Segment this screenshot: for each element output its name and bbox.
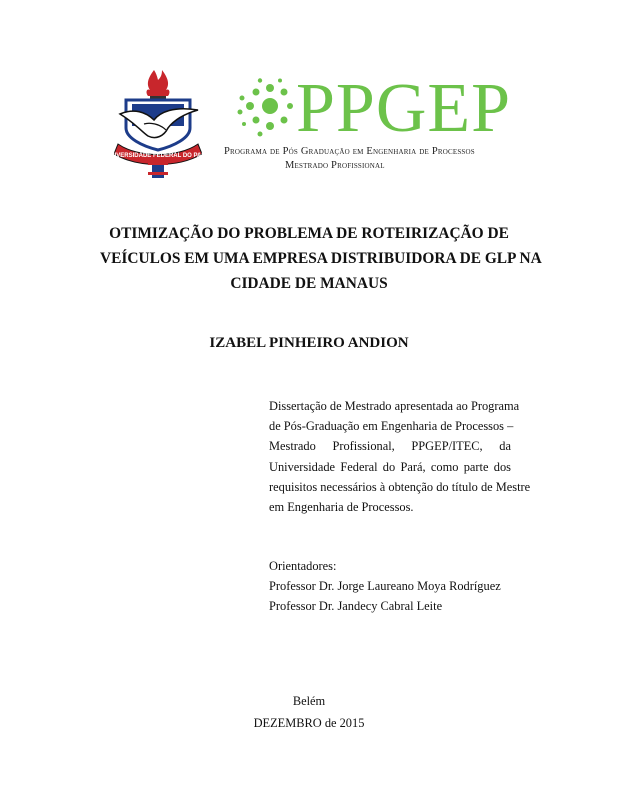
dissertation-note-line: Mestrado Profissional, PPGEP/ITEC, da xyxy=(269,439,511,454)
program-logo xyxy=(224,70,536,178)
dissertation-note-line: requisitos necessários à obtenção do título de Mestre xyxy=(269,479,531,494)
thesis-title-line: VEÍCULOS EM UMA EMPRESA DISTRIBUIDORA DE GLP NA xyxy=(100,250,542,267)
svg-text:UNIVERSIDADE FEDERAL DO PARÁ: UNIVERSIDADE FEDERAL DO PARÁ xyxy=(108,153,208,159)
thesis-title xyxy=(100,221,542,296)
dissertation-note-line: Universidade Federal do Pará, como parte dos xyxy=(269,459,511,474)
thesis-title-line: OTIMIZAÇÃO DO PROBLEMA DE ROTEIRIZAÇÃO DE xyxy=(109,225,509,242)
ufpa-crest-icon xyxy=(108,66,208,182)
author-name: IZABEL PINHEIRO ANDION xyxy=(209,335,409,351)
program-logo-subtitle: Programa de Pós Graduação em Engenharia de Processos xyxy=(224,146,475,157)
dissertation-note-line: Dissertação de Mestrado apresentada ao Programa xyxy=(269,399,520,413)
program-logo-subtitle-degree: Mestrado Profissional xyxy=(285,160,385,171)
footer xyxy=(200,690,418,734)
dissertation-note-line: de Pós-Graduação em Engenharia de Processos – xyxy=(269,419,514,434)
footer-date: DEZEMBRO de 2015 xyxy=(253,716,365,730)
thesis-title-line: CIDADE DE MANAUS xyxy=(230,275,388,292)
advisor-name: Professor Dr. Jorge Laureano Moya Rodríguez xyxy=(269,579,501,594)
advisor-name: Professor Dr. Jandecy Cabral Leite xyxy=(269,599,443,614)
dissertation-note xyxy=(269,396,531,517)
university-logo xyxy=(108,66,208,182)
dissertation-note-line: em Engenharia de Processos. xyxy=(269,500,414,515)
footer-city: Belém xyxy=(292,694,326,708)
advisors xyxy=(269,556,529,617)
program-logo-wordmark: PPGEP xyxy=(296,70,512,147)
advisors-label: Orientadores: xyxy=(269,559,337,573)
